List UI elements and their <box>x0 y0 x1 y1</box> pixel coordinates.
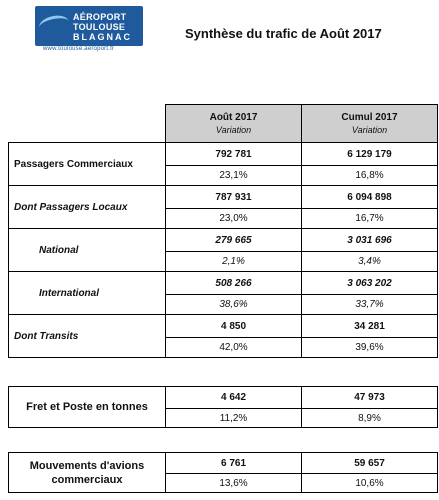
table-row <box>9 315 438 338</box>
mouvements-aout-var: 13,6% <box>166 474 302 493</box>
header-corner <box>9 105 166 143</box>
table-row <box>9 272 438 295</box>
freight-table <box>8 386 438 428</box>
logo-mark <box>35 6 143 46</box>
national-aout-var: 2,1% <box>166 252 302 272</box>
logo-text-line1: AÉROPORT <box>73 12 127 22</box>
row-label-international: International <box>9 272 166 315</box>
header-row <box>9 105 438 143</box>
transits-aout-var: 42,0% <box>166 338 302 358</box>
header-cumul-label: Cumul 2017 <box>341 112 398 123</box>
commerciaux-cumul-var: 16,8% <box>302 166 438 186</box>
header-aout-sub: Variation <box>215 125 252 135</box>
table-row <box>9 143 438 166</box>
table-row <box>9 229 438 252</box>
row-label-locaux: Dont Passagers Locaux <box>9 186 166 229</box>
logo-text-line2: TOULOUSE <box>73 22 126 32</box>
row-label-commerciaux: Passagers Commerciaux <box>9 143 166 186</box>
header-aout <box>166 105 302 143</box>
fret-cumul-var: 8,9% <box>302 409 438 428</box>
international-aout: 508 266 <box>166 272 302 295</box>
commerciaux-aout-var: 23,1% <box>166 166 302 186</box>
table-row <box>9 186 438 209</box>
fret-aout-var: 11,2% <box>166 409 302 428</box>
airport-logo <box>35 6 143 52</box>
mouvements-cumul-var: 10,6% <box>302 474 438 493</box>
mouvements-aout: 6 761 <box>166 453 302 474</box>
commerciaux-aout: 792 781 <box>166 143 302 166</box>
locaux-aout-var: 23,0% <box>166 209 302 229</box>
international-cumul: 3 063 202 <box>302 272 438 295</box>
table-row <box>9 453 438 474</box>
header-cumul-sub: Variation <box>351 125 388 135</box>
national-cumul-var: 3,4% <box>302 252 438 272</box>
passenger-table <box>8 104 438 358</box>
transits-cumul: 34 281 <box>302 315 438 338</box>
locaux-aout: 787 931 <box>166 186 302 209</box>
row-label-national: National <box>9 229 166 272</box>
fret-cumul: 47 973 <box>302 387 438 409</box>
international-cumul-var: 33,7% <box>302 295 438 315</box>
header-aout-label: Août 2017 <box>209 112 258 123</box>
transits-cumul-var: 39,6% <box>302 338 438 358</box>
locaux-cumul-var: 16,7% <box>302 209 438 229</box>
fret-aout: 4 642 <box>166 387 302 409</box>
logo-url: www.toulouse.aeroport.fr <box>43 46 115 52</box>
national-cumul: 3 031 696 <box>302 229 438 252</box>
mouvements-label-line2: commerciaux <box>51 473 123 486</box>
commerciaux-cumul: 6 129 179 <box>302 143 438 166</box>
page-title: Synthèse du trafic de Août 2017 <box>185 26 382 41</box>
locaux-cumul: 6 094 898 <box>302 186 438 209</box>
mouvements-cumul: 59 657 <box>302 453 438 474</box>
table-row <box>9 387 438 409</box>
row-label-mouvements <box>9 453 166 493</box>
plane-swoosh-icon <box>38 13 71 36</box>
transits-aout: 4 850 <box>166 315 302 338</box>
international-aout-var: 38,6% <box>166 295 302 315</box>
logo-text-line3: BLAGNAC <box>73 32 132 42</box>
header-cumul <box>302 105 438 143</box>
row-label-transits: Dont Transits <box>9 315 166 358</box>
movements-table <box>8 452 438 493</box>
row-label-fret: Fret et Poste en tonnes <box>9 387 166 428</box>
national-aout: 279 665 <box>166 229 302 252</box>
mouvements-label-line1: Mouvements d'avions <box>29 459 145 472</box>
